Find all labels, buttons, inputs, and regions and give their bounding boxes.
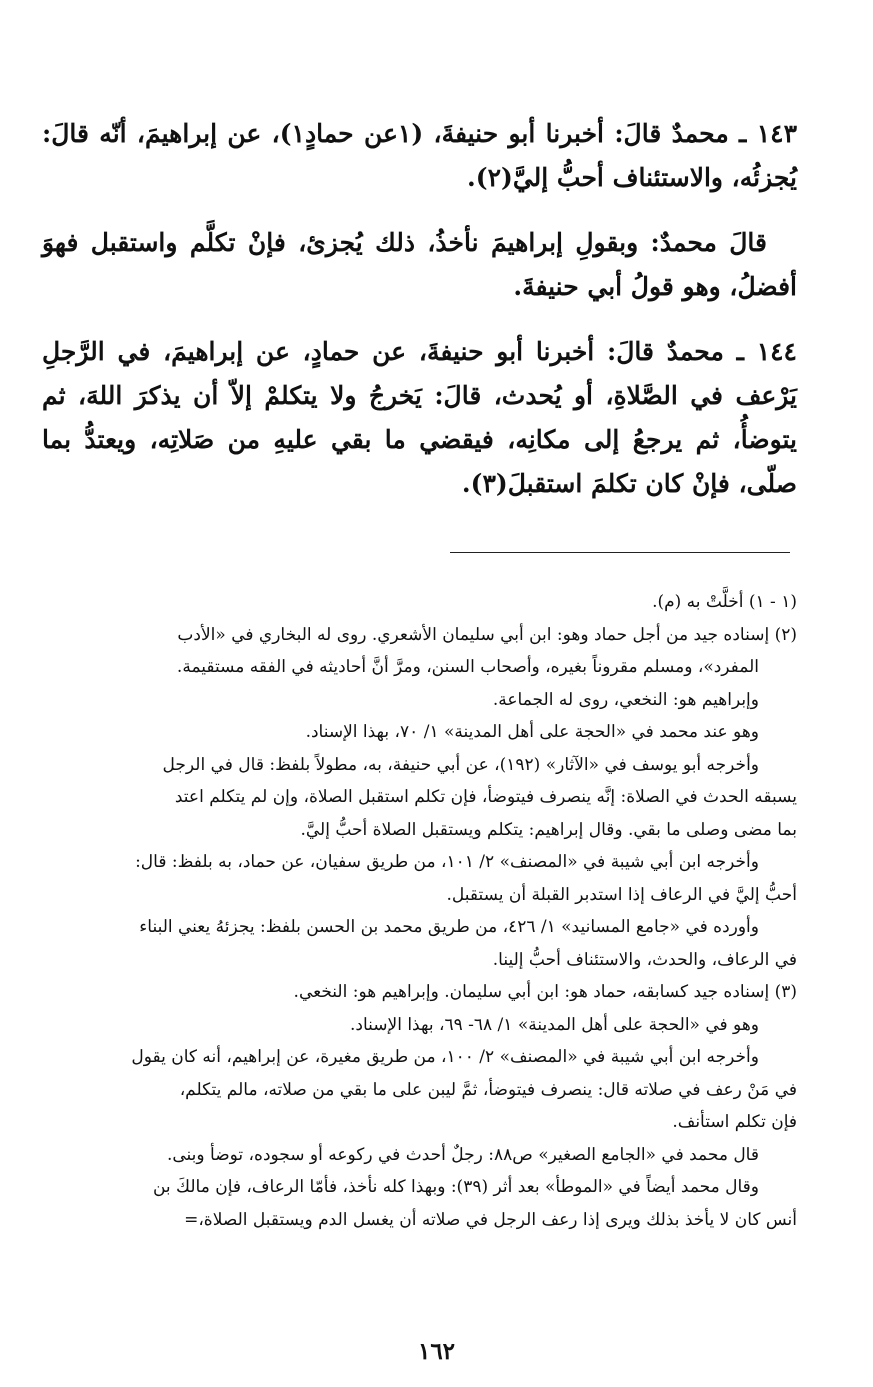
footnote-line: وهو في «الحجة على أهل المدينة» ١/ ٦٨- ٦٩، بهذا الإسناد. [349,1014,759,1035]
main-text [42,112,797,506]
footnote-line: وأخرجه ابن أبي شيبة في «المصنف» ٢/ ١٠١، من طريق سفيان، عن حماد، به بلفظ: قال: [135,852,759,872]
footnote-line: وهو عند محمد في «الحجة على أهل المدينة» ١/ ٧٠، بهذا الإسناد. [305,722,759,742]
footnote-line: أنس كان لا يأخذ بذلك ويرى إذا رعف الرجل في صلاته أن يغسل الدم ويستقبل الصلاة،= [184,1209,797,1230]
footnote-line: وأخرجه أبو يوسف في «الآثار» (١٩٢)، عن أبي حنيفة، به، مطولاً بلفظ: قال في الرجل [162,754,759,775]
paragraph-143: ١٤٣ ـ محمدٌ قالَ: أخبرنا أبو حنيفةَ، (١عن حمادٍ١)، عن إبراهيمَ، أنّه قالَ: يُجزئُه، والاستئناف أحبُّ إليَّ(٢). [42,119,798,192]
footnote-line: (١ - ١) أخلَّتْ به (م). [652,592,797,612]
footnote-line: وأورده في «جامع المسانيد» ١/ ٤٢٦، من طريق محمد بن الحسن بلفظ: يجزئهُ يعني البناء [139,917,759,937]
footnote-line: في الرعاف، والحدث، والاستئناف أحبُّ إلينا. [492,949,797,970]
footnote-line: أحبُّ إليَّ في الرعاف إذا استدبر القبلة أن يستقبل. [446,884,797,905]
footnote-line: المفرد»، ومسلم مقروناً بغيره، وأصحاب السنن، ومرَّ أنَّ أحاديثه في الفقه مستقيمة. [176,657,759,677]
paragraph-commentary: قالَ محمدٌ: وبقولِ إبراهيمَ نأخذُ، ذلك يُجزئ، فإنْ تكلَّم واستقبل فهوَ أفضلُ، وهو قولُ أبي حنيفةَ. [42,228,797,301]
footnote-line: (٣) إسناده جيد كسابقه، حماد هو: ابن أبي سليمان. وإبراهيم هو: النخعي. [293,982,797,1002]
footnote-line: في مَنْ رعف في صلاته قال: ينصرف فيتوضأ، ثمَّ ليبن على ما بقي من صلاته، مالم يتكلم، [179,1079,797,1100]
footnote-line: قال محمد في «الجامع الصغير» ص٨٨: رجلٌ أحدث في ركوعه أو سجوده، توضأ وبنى. [166,1144,759,1165]
footnote-line: وأخرجه ابن أبي شيبة في «المصنف» ٢/ ١٠٠، من طريق مغيرة، عن إبراهيم، أنه كان يقول [131,1047,759,1067]
paragraph-144: ١٤٤ ـ محمدٌ قالَ: أخبرنا أبو حنيفةَ، عن حمادٍ، عن إبراهيمَ، في الرَّجلِ يَرْعف في الصَّلاةِ، أو يُحدث، قالَ: يَخرجُ ولا يتكلمْ إلاّ أن يذكرَ اللهَ، ثم يتوضأُ، ثم يرجعُ إلى مكانِه، فيقضي ما بقي عليهِ من صَلاتِه، ويعتدُّ بما صلّى، فإنْ كان تكلمَ استقبلَ(٣). [42,337,797,498]
footnote-line: (٢) إسناده جيد من أجل حماد وهو: ابن أبي سليمان الأشعري. روى له البخاري في «الأدب [177,624,797,645]
footnote-line: فإن تكلم استأنف. [672,1112,797,1132]
footnotes [44,586,797,1236]
footnote-line: بما مضى وصلى ما بقي. وقال إبراهيم: يتكلم ويستقبل الصلاة أحبُّ إليَّ. [300,819,797,840]
page-number: ١٦٢ [417,1338,456,1365]
footnote-line: وإبراهيم هو: النخعي، روى له الجماعة. [492,689,759,710]
footnote-separator [450,552,790,553]
footnote-line: وقال محمد أيضاً في «الموطأ» بعد أثر (٣٩): وبهذا كله نأخذ، فأمّا الرعاف، فإن مالكَ بن [152,1177,759,1197]
footnote-line: يسبقه الحدث في الصلاة: إنَّه ينصرف فيتوضأ، فإن تكلم استقبل الصلاة، وإن لم يتكلم اعتد [174,787,797,807]
